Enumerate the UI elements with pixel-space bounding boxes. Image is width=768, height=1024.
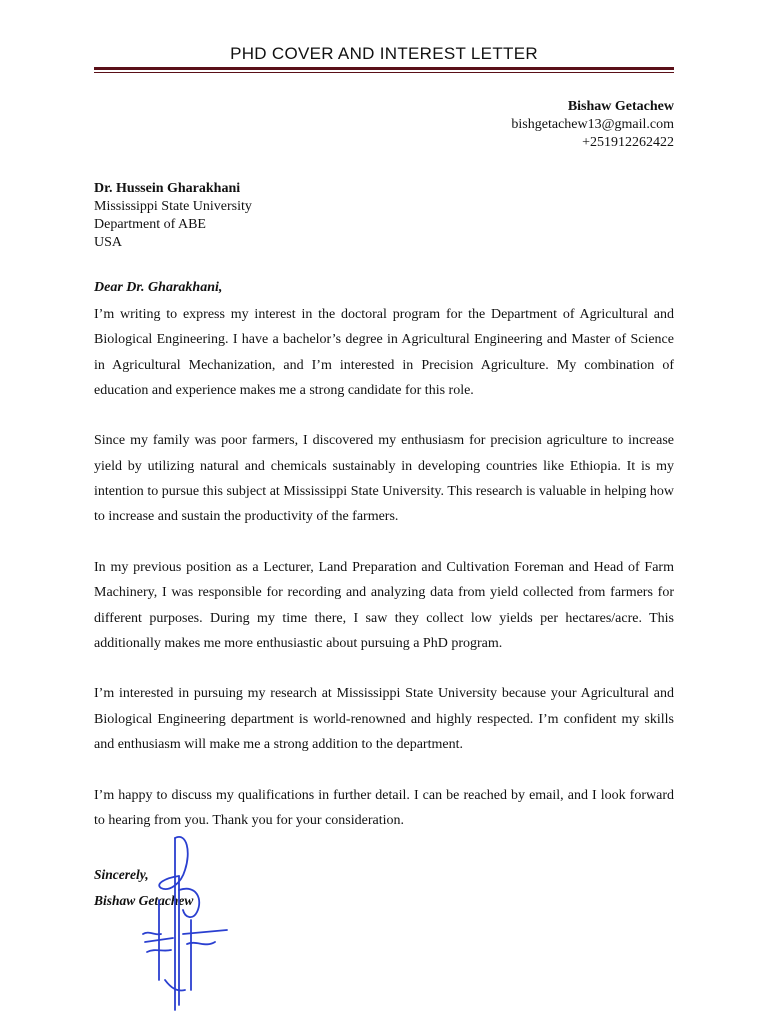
letter-body (94, 302, 674, 859)
document-title: PHD COVER AND INTEREST LETTER (230, 44, 538, 63)
sender-block (511, 98, 674, 152)
recipient-block (94, 180, 252, 252)
sender-phone: +251912262422 (582, 135, 674, 150)
body-paragraph: In my previous position as a Lecturer, Land Preparation and Cultivation Foreman and Head of Farm Machinery, I was responsible for recording and analyzing data from yield collected from farmers for different purposes. During my time there, I saw they collect low yields per hectares/acre. This additionally makes me more enthusiastic about pursuing a PhD program. (94, 559, 674, 651)
body-paragraph: Since my family was poor farmers, I discovered my enthusiasm for precision agriculture to increase yield by utilizing natural and chemicals sustainably in developing countries like Ethiopia. It is my intention to pursue this subject at Mississippi State University. This research is valuable in helping how to increase and sustain the productivity of the farmers. (94, 433, 674, 525)
body-paragraph: I’m interested in pursuing my research at Mississippi State University because your Agricultural and Biological Engineering department is world-renowned and highly respected. I’m confident my skills and enthusiasm will make me a strong addition to the department. (94, 686, 674, 753)
signer-name: Bishaw Getachew (94, 893, 194, 908)
body-paragraph: I’m writing to express my interest in the doctoral program for the Department of Agricultural and Biological Engineering. I have a bachelor’s degree in Agricultural Engineering and Master of Science in Agricultural Mechanization, and I’m interested in Precision Agriculture. My combination of education and experience makes me a strong candidate for this role. (94, 307, 674, 398)
sender-email: bishgetachew13@gmail.com (511, 117, 674, 132)
recipient-name: Dr. Hussein Gharakhani (94, 181, 241, 196)
handwritten-signature (135, 830, 245, 1020)
body-paragraph: I’m happy to discuss my qualifications in further detail. I can be reached by email, and I look forward to hearing from you. Thank you for your consideration. (94, 787, 674, 828)
recipient-department: Department of ABE (94, 217, 206, 232)
valediction: Sincerely, (94, 867, 149, 882)
title-rule-thin (94, 72, 674, 73)
salutation: Dear Dr. Gharakhani, (94, 280, 223, 295)
recipient-country: USA (94, 235, 123, 250)
title-rule-thick (94, 67, 674, 70)
sender-name: Bishaw Getachew (567, 99, 674, 114)
recipient-institution: Mississippi State University (94, 199, 252, 214)
